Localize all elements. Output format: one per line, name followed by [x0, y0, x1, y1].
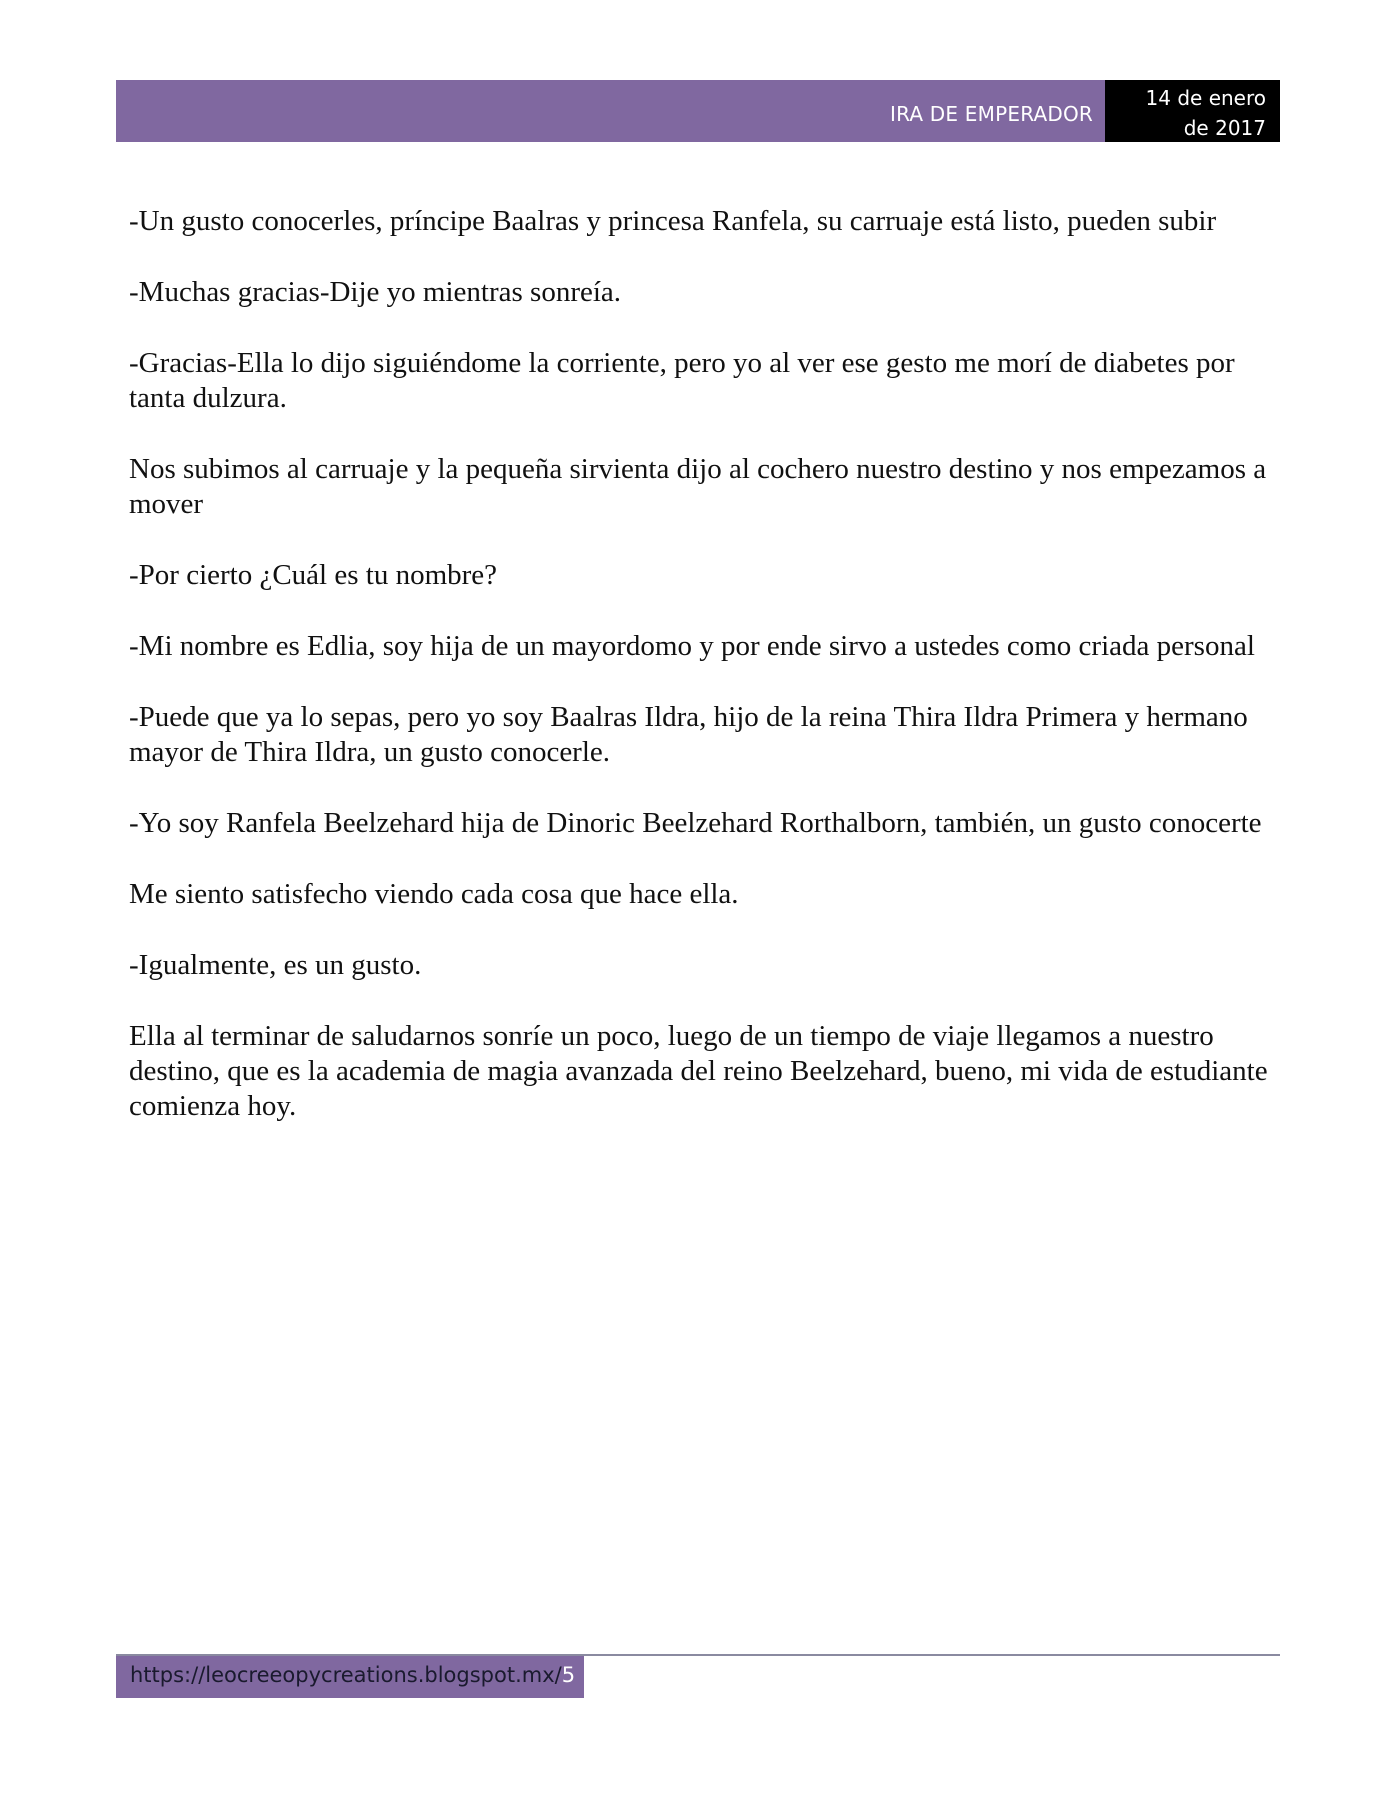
paragraph-7: -Puede que ya lo sepas, pero yo soy Baalras Ildra, hijo de la reina Thira Ildra Primera y hermano mayor de Thira Ildra, un gusto conocerle.	[129, 701, 1248, 768]
document-title: IRA DE EMPERADOR	[889, 102, 1093, 126]
document-date	[1146, 83, 1266, 143]
paragraph-6: -Mi nombre es Edlia, soy hija de un mayordomo y por ende sirvo a ustedes como criada personal	[129, 630, 1255, 662]
date-line-2: de 2017	[1183, 116, 1266, 140]
paragraph-11: Ella al terminar de saludarnos sonríe un poco, luego de un tiempo de viaje llegamos a nuestro destino, que es la academia de magia avanzada del reino Beelzehard, bueno, mi vida de estudiante comienza hoy.	[129, 1020, 1268, 1122]
footer-url-container	[130, 1663, 575, 1687]
paragraph-1: -Un gusto conocerles, príncipe Baalras y princesa Ranfela, su carruaje está listo, pueden subir	[129, 205, 1217, 237]
date-line-1: 14 de enero	[1145, 86, 1266, 110]
paragraph-5: -Por cierto ¿Cuál es tu nombre?	[129, 559, 498, 591]
page-header	[116, 80, 1280, 142]
paragraph-9: Me siento satisfecho viendo cada cosa que hace ella.	[129, 878, 739, 910]
paragraph-4: Nos subimos al carruaje y la pequeña sirvienta dijo al cochero nuestro destino y nos empezamos a mover	[129, 453, 1267, 520]
document-body	[129, 204, 1269, 1160]
footer-url-link[interactable]: https://leocreeopycreations.blogspot.mx/	[130, 1663, 562, 1687]
paragraph-10: -Igualmente, es un gusto.	[129, 949, 422, 981]
page-footer	[116, 1656, 584, 1698]
header-title-band	[116, 80, 1105, 142]
header-date-box	[1105, 80, 1280, 142]
paragraph-2: -Muchas gracias-Dije yo mientras sonreía.	[129, 276, 622, 308]
paragraph-3: -Gracias-Ella lo dijo siguiéndome la corriente, pero yo al ver ese gesto me morí de diabetes por tanta dulzura.	[129, 347, 1235, 414]
paragraph-8: -Yo soy Ranfela Beelzehard hija de Dinoric Beelzehard Rorthalborn, también, un gusto conocerte	[129, 807, 1262, 839]
page-number: 5	[561, 1663, 576, 1687]
